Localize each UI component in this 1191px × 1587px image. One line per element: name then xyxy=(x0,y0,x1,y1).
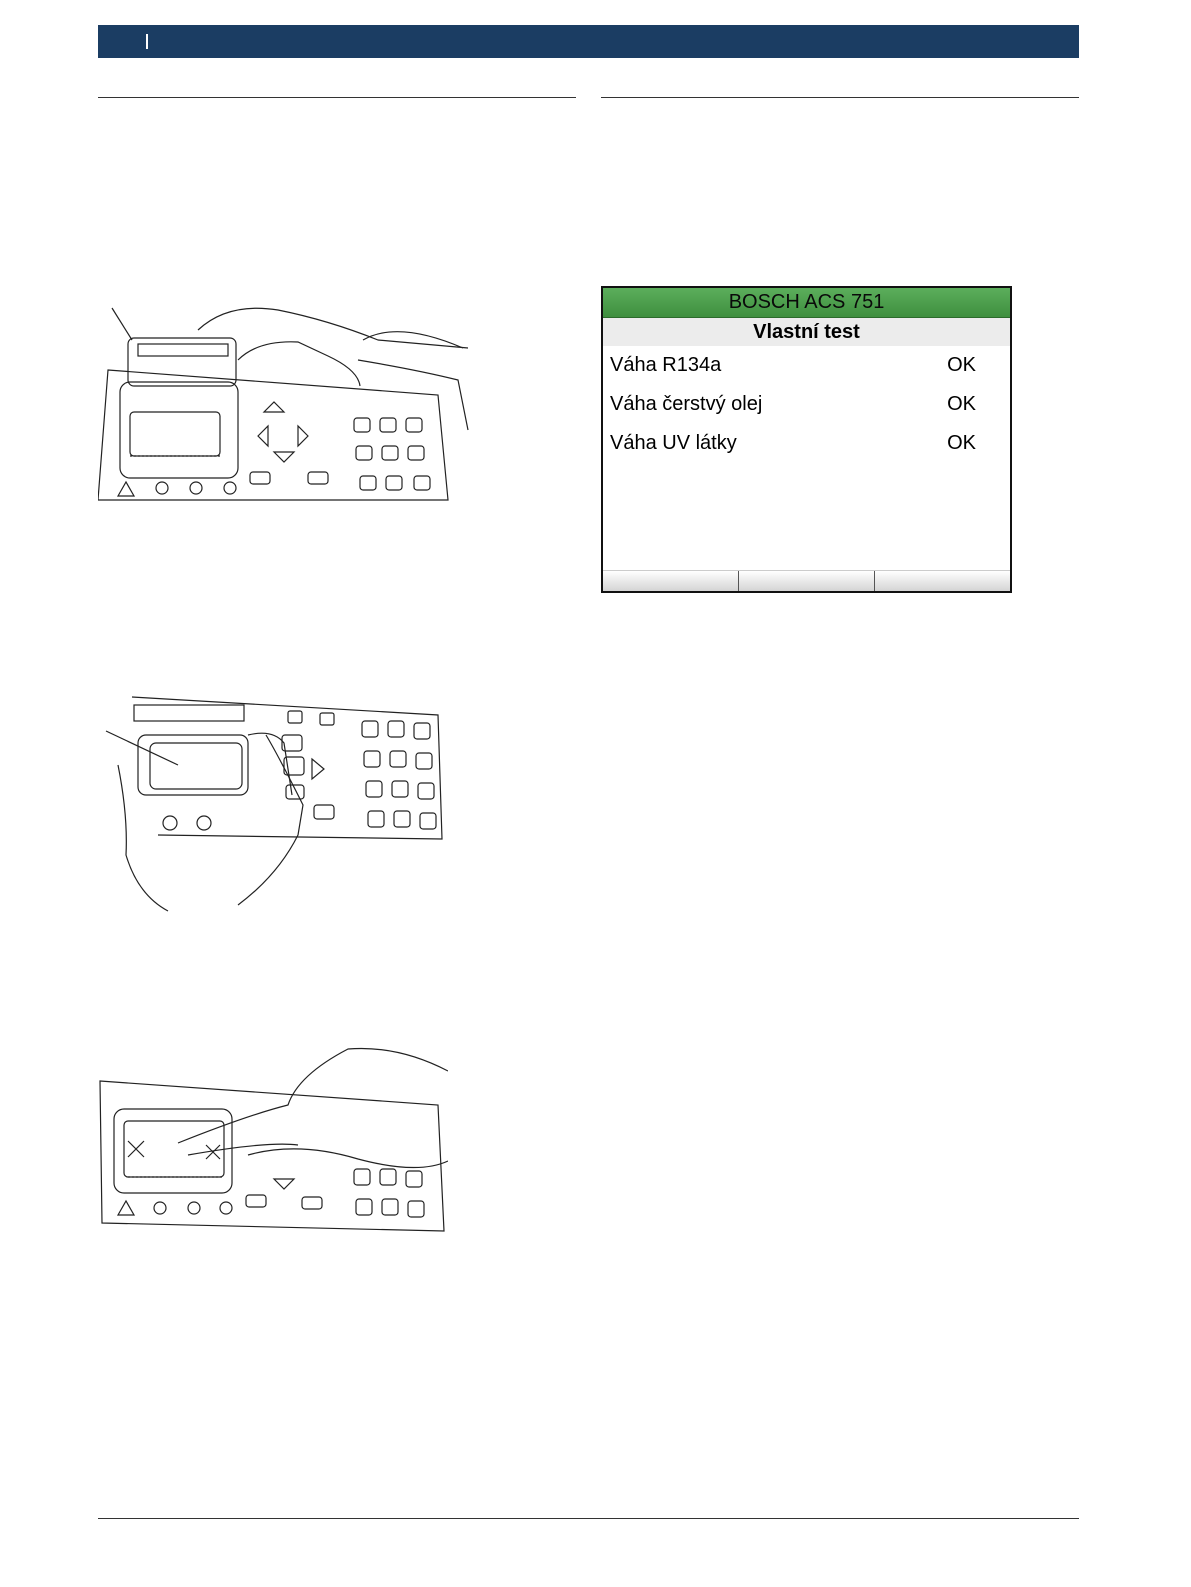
screen-row xyxy=(610,432,976,458)
softkey-2[interactable] xyxy=(739,571,875,591)
row-value: OK xyxy=(947,393,976,415)
right-column-rule xyxy=(601,97,1079,98)
row-label: Váha čerstvý olej xyxy=(610,393,763,415)
paper-feed-illustration xyxy=(98,1045,448,1235)
header-separator xyxy=(146,34,148,49)
paper-roll-insert-illustration xyxy=(98,695,448,913)
softkey-bar xyxy=(603,570,1010,591)
printer-cover-open-illustration xyxy=(98,300,470,505)
softkey-3[interactable] xyxy=(875,571,1010,591)
screen-row xyxy=(610,354,976,380)
row-label: Váha R134a xyxy=(610,354,722,376)
footer-rule xyxy=(98,1518,1079,1519)
row-label: Váha UV látky xyxy=(610,432,737,454)
row-value: OK xyxy=(947,354,976,376)
softkey-1[interactable] xyxy=(603,571,739,591)
header-bar xyxy=(98,25,1079,58)
screen-title: BOSCH ACS 751 xyxy=(603,288,1010,318)
screen-row xyxy=(610,393,976,419)
screen-subtitle: Vlastní test xyxy=(603,318,1010,346)
device-screen xyxy=(601,286,1012,593)
left-column-rule xyxy=(98,97,576,98)
row-value: OK xyxy=(947,432,976,454)
